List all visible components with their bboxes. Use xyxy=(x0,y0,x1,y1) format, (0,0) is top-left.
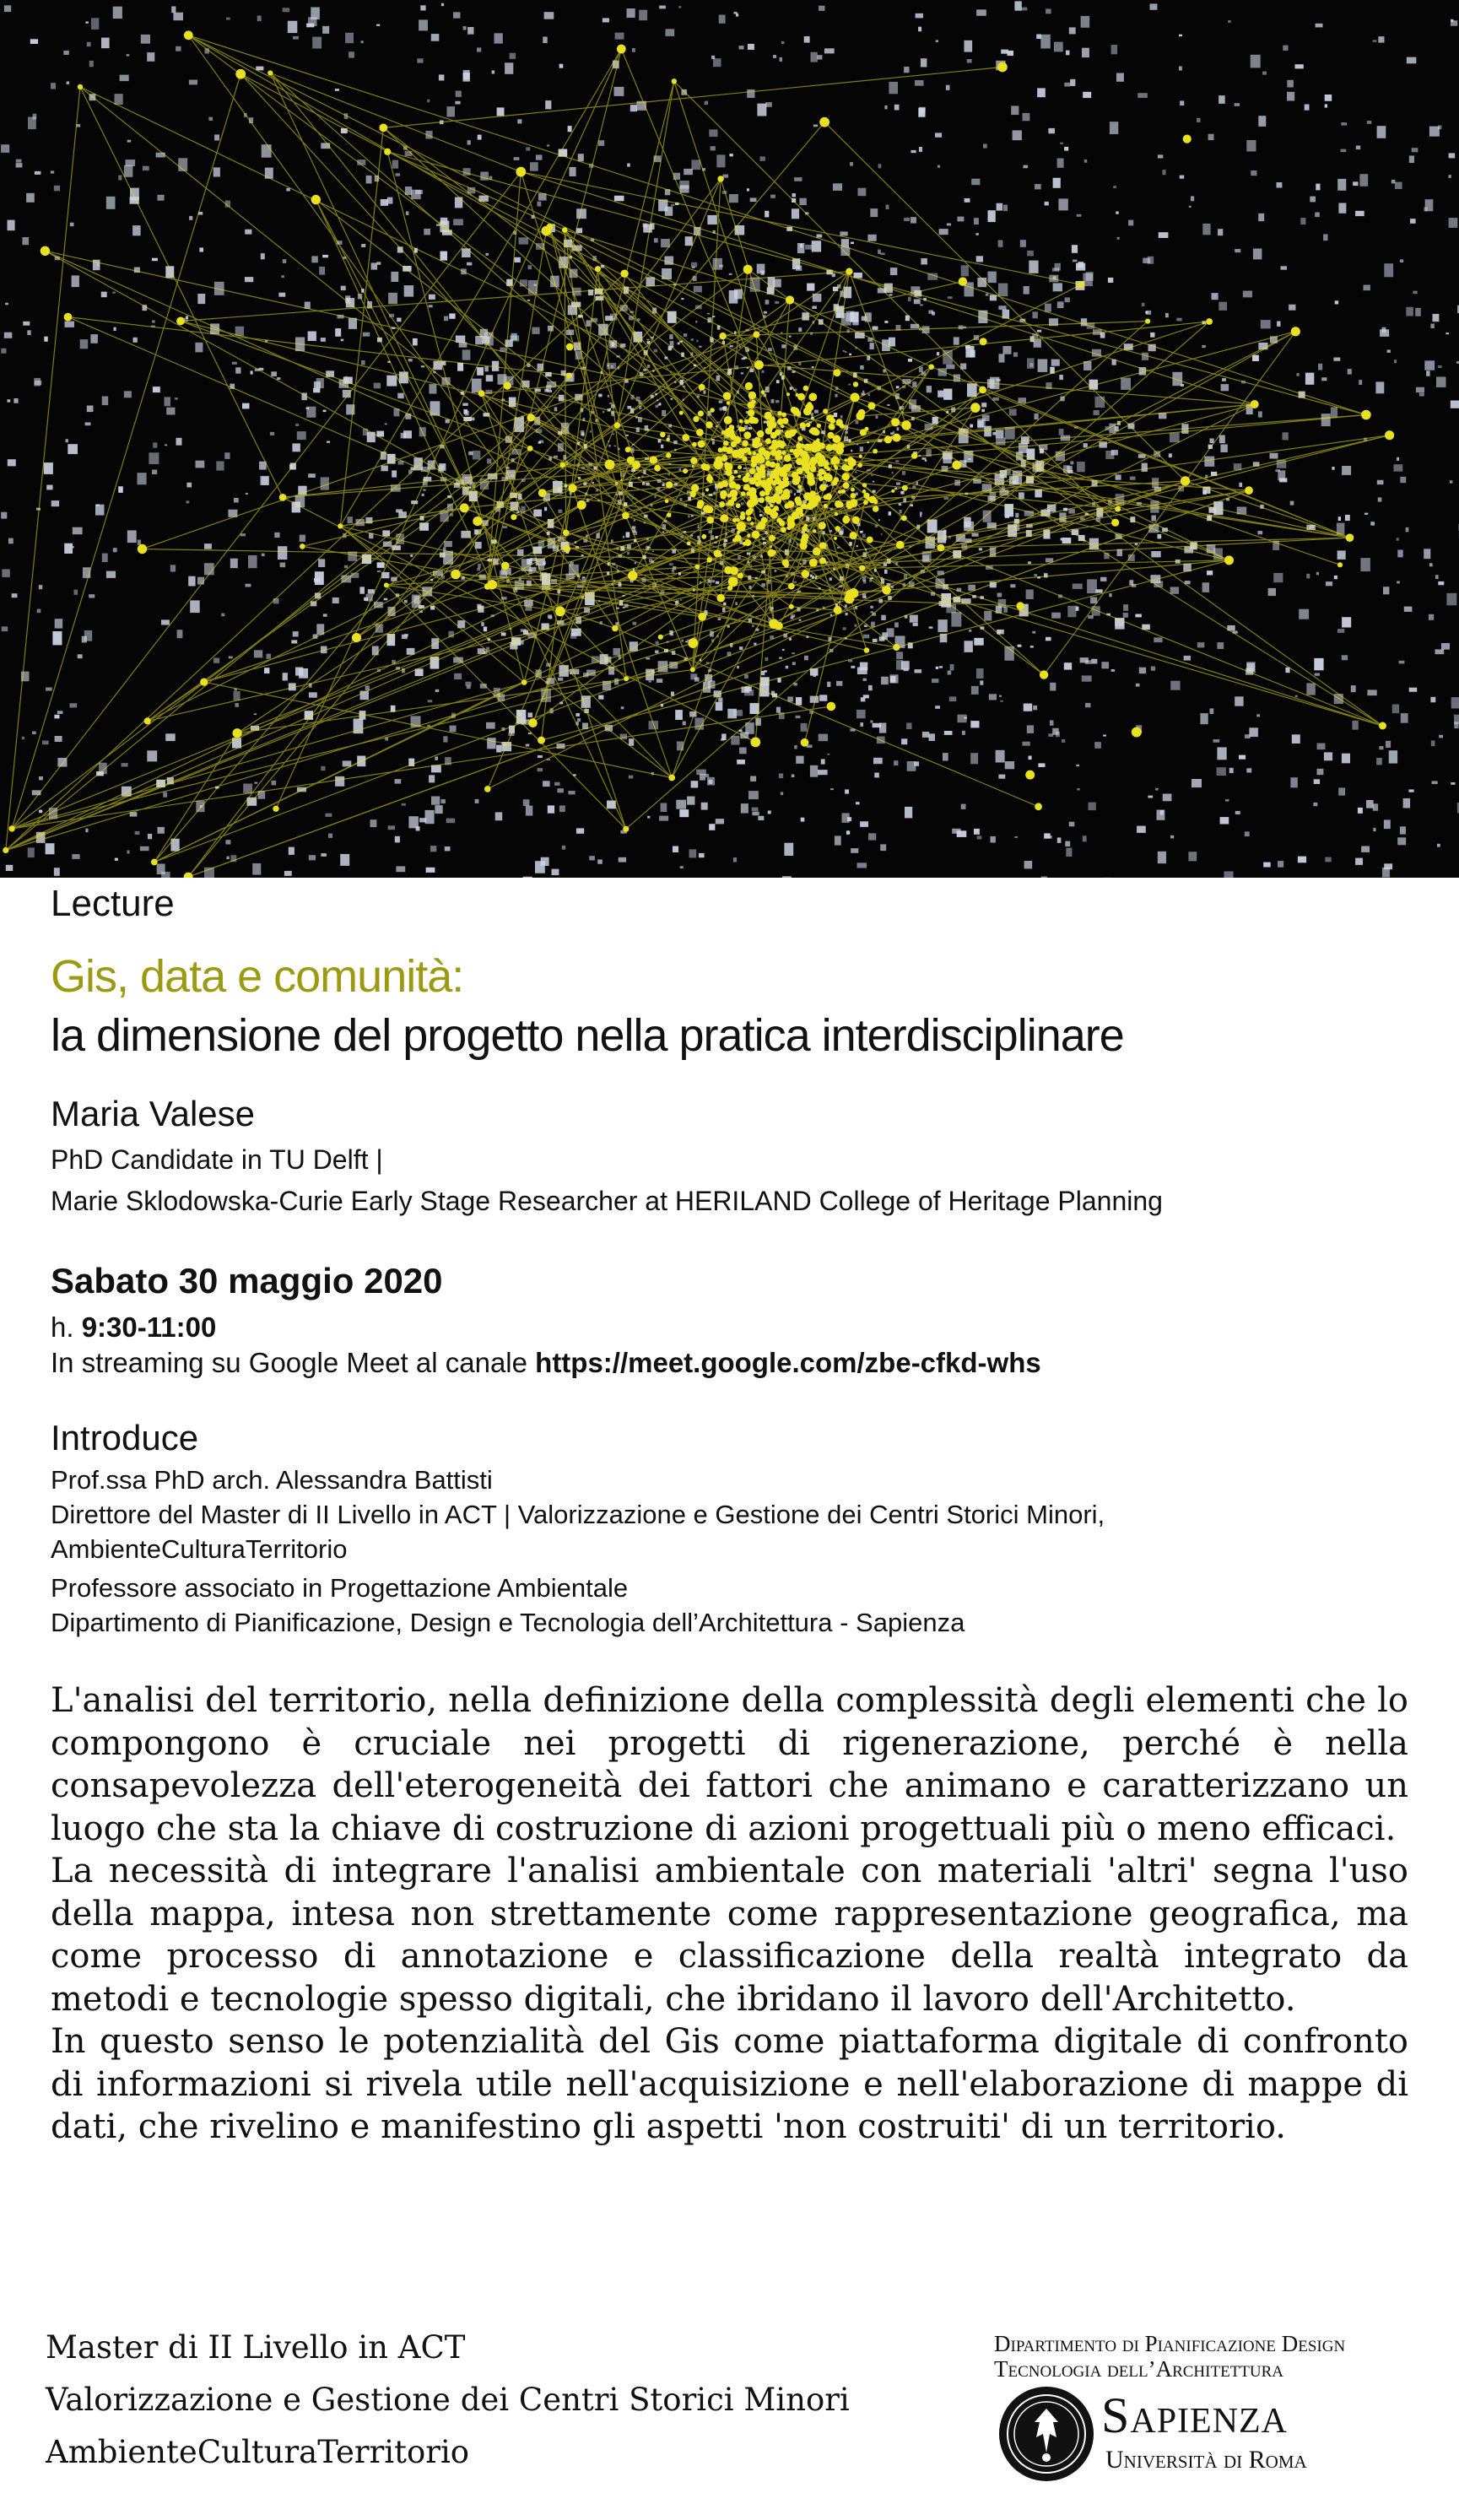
introduce-heading: Introduce xyxy=(51,1418,199,1457)
hero-map-image xyxy=(0,0,1459,878)
title-line-2: la dimensione del progetto nella pratica interdisciplinare xyxy=(51,1010,1124,1061)
introduce-line: Direttore del Master di II Livello in ACT | Valorizzazione e Gestione dei Centri Storici Minori, xyxy=(51,1500,1105,1529)
introduce-line: Dipartimento di Pianificazione, Design e Tecnologia dell’Architettura - Sapienza xyxy=(51,1608,965,1637)
city-network-map-icon xyxy=(0,0,1459,878)
time-value: 9:30-11:00 xyxy=(81,1311,217,1343)
introduce-line: Professore associato in Progettazione Ambientale xyxy=(51,1573,629,1603)
master-line: AmbienteCulturaTerritorio xyxy=(46,2434,470,2470)
event-type-label: Lecture xyxy=(51,883,175,924)
department-line: Tecnologia dell’Architettura xyxy=(994,2356,1284,2382)
speaker-role-line-2: Marie Sklodowska-Curie Early Stage Researcher at HERILAND College of Heritage Planning xyxy=(51,1186,1163,1216)
time-prefix: h. xyxy=(51,1311,82,1343)
abstract-paragraph: L'analisi del territorio, nella definizione della complessità degli elementi che lo compongono è cruciale nei progetti di rigenerazione, perché è nella consapevolezza dell'eterogeneità dei fattori che animano e caratterizzano un luogo che sta la chiave di costruzione di azioni progettuali più o meno efficaci. xyxy=(51,1681,1408,1848)
master-line: Valorizzazione e Gestione dei Centri Storici Minori xyxy=(46,2382,850,2418)
department-line: Dipartimento di Pianificazione Design xyxy=(994,2331,1346,2356)
university-name: Sapienza xyxy=(1101,2388,1289,2443)
stream-url-link[interactable]: https://meet.google.com/zbe-cfkd-whs xyxy=(535,1347,1041,1378)
event-stream xyxy=(51,1347,1041,1379)
abstract-body xyxy=(51,1679,1408,2149)
abstract-paragraph: La necessità di integrare l'analisi ambientale con materiali 'altri' segna l'uso della mappa, intesa non strettamente come rappresentazione geografica, ma come processo di annotazione e classificazione della realtà integrato da metodi e tecnologie spesso digitali, che ibridano il lavoro dell'Architetto. xyxy=(51,1852,1408,2019)
speaker-name: Maria Valese xyxy=(51,1094,255,1133)
master-line: Master di II Livello in ACT xyxy=(46,2329,466,2366)
event-date: Sabato 30 maggio 2020 xyxy=(51,1261,443,1301)
event-time xyxy=(51,1311,216,1344)
stream-prefix: In streaming su Google Meet al canale xyxy=(51,1347,536,1378)
sapienza-seal-icon xyxy=(997,2385,1095,2483)
title-line-1: Gis, data e comunità: xyxy=(51,951,464,1002)
university-subtitle: Università di Roma xyxy=(1105,2446,1307,2474)
introduce-line: Prof.ssa PhD arch. Alessandra Battisti xyxy=(51,1465,493,1495)
abstract-paragraph: In questo senso le potenzialità del Gis come piattaforma digitale di confronto di informazioni si rivela utile nell'acquisizione e nell'elaborazione di mappe di dati, che rivelino e manifestino gli aspetti 'non costruiti' di un territorio. xyxy=(51,2022,1408,2146)
introduce-line: AmbienteCulturaTerritorio xyxy=(51,1534,348,1564)
speaker-role-line-1: PhD Candidate in TU Delft | xyxy=(51,1144,383,1175)
